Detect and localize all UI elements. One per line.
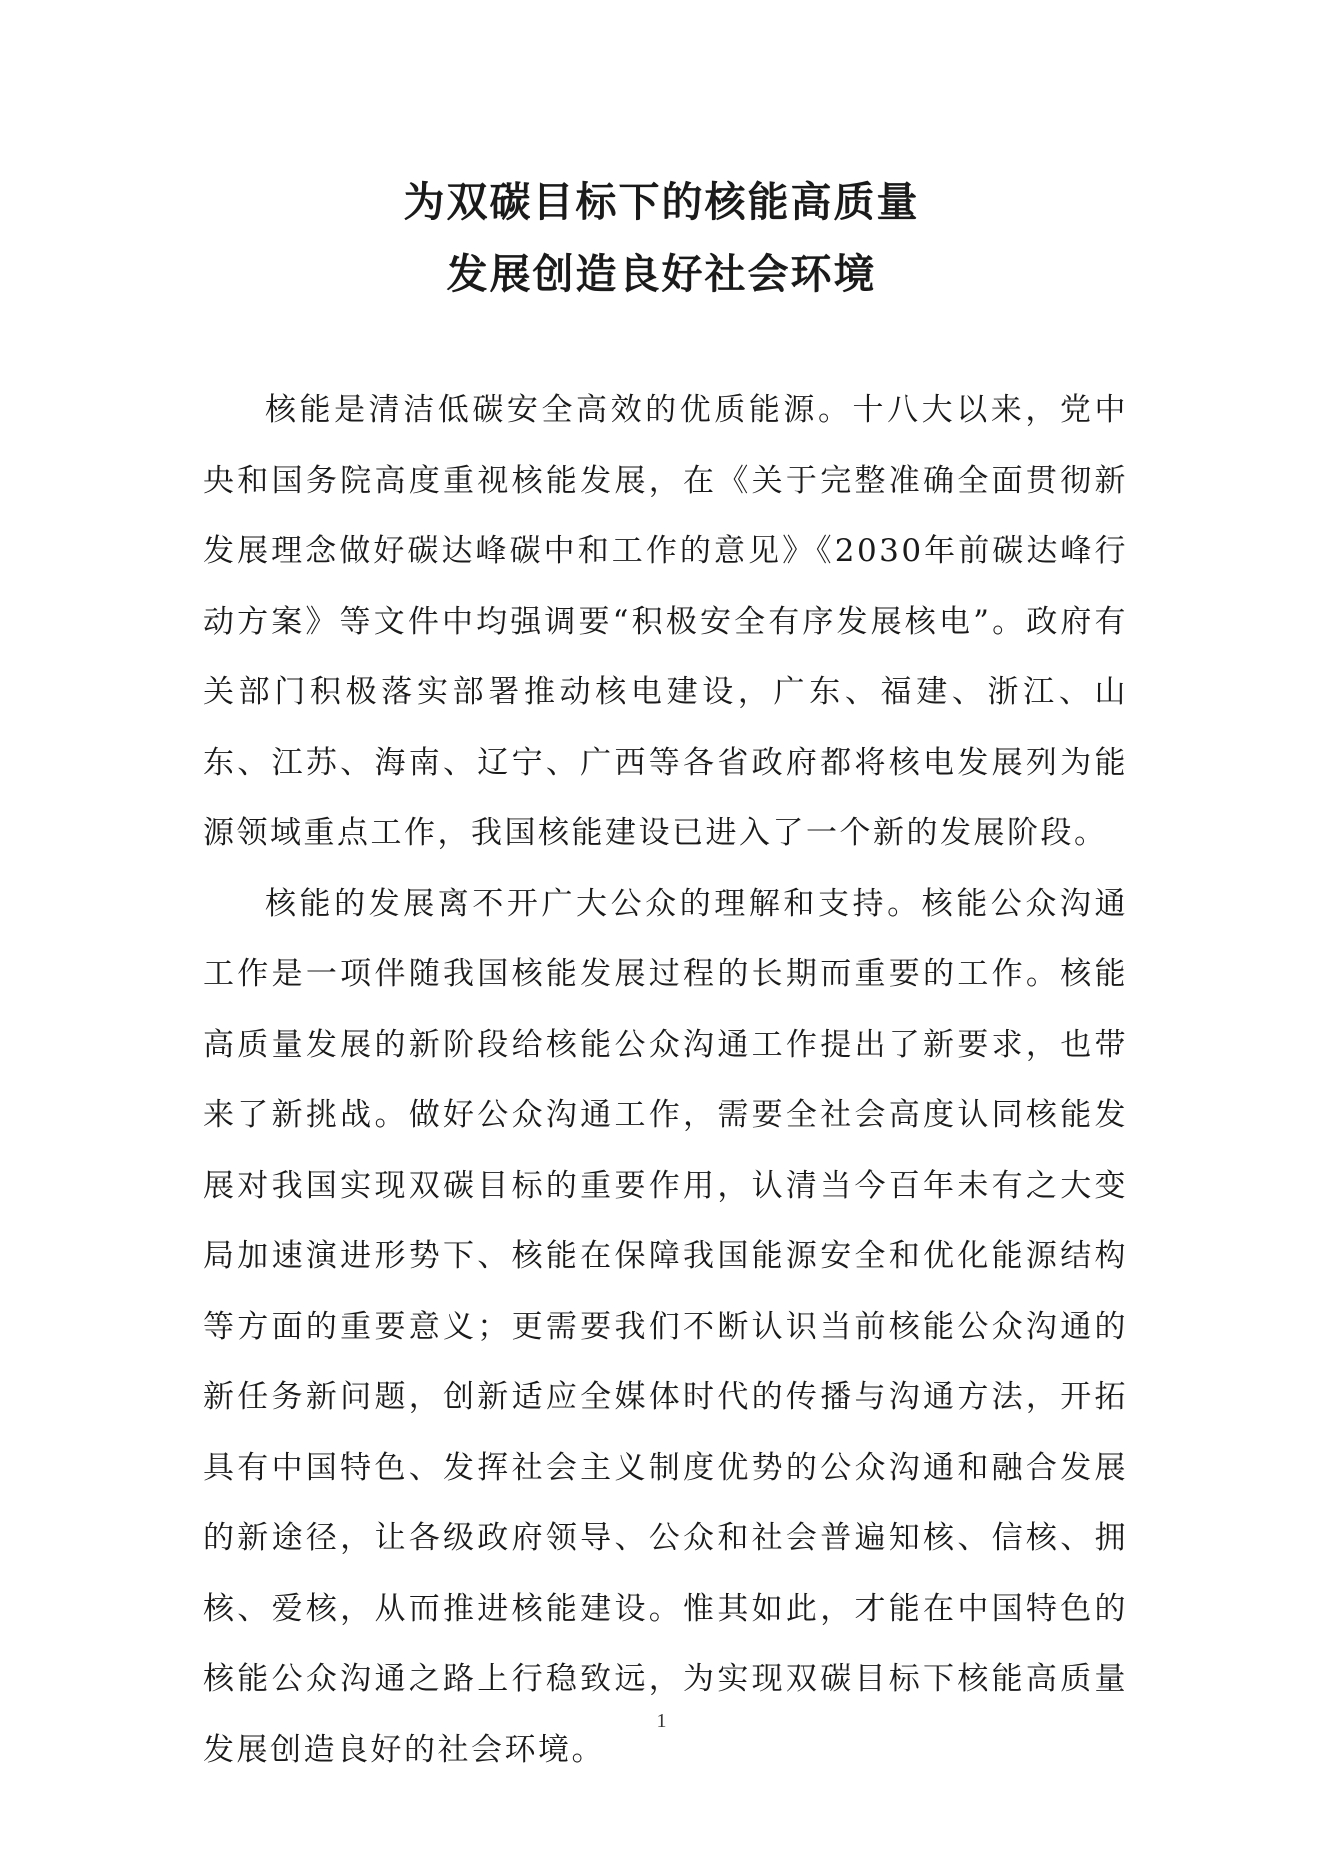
title-line-1: 为双碳目标下的核能高质量 bbox=[403, 178, 920, 226]
page-number: 1 bbox=[656, 1710, 667, 1732]
paragraph-2: 核能的发展离不开广大公众的理解和支持。核能公众沟通工作是一项伴随我国核能发展过程的长期而重要的工作。核能高质量发展的新阶段给核能公众沟通工作提出了新要求，也带来了新挑战。做好公众沟通工作，需要全社会高度认同核能发展对我国实现双碳目标的重要作用，认清当今百年未有之大变局加速演进形势下、核能在保障我国能源安全和优化能源结构等方面的重要意义；更需要我们不断认识当前核能公众沟通的新任务新问题，创新适应全媒体时代的传播与沟通方法，开拓具有中国特色、发挥社会主义制度优势的公众沟通和融合发展的新途径，让各级政府领导、公众和社会普遍知核、信核、拥核、爱核，从而推进核能建设。惟其如此，才能在中国特色的核能公众沟通之路上行稳致远，为实现双碳目标下核能高质量发展创造良好的社会环境。 bbox=[203, 885, 1128, 1768]
document-body bbox=[203, 375, 1128, 1785]
title-line-2: 发展创造良好社会环境 bbox=[446, 250, 877, 298]
paragraph-1: 核能是清洁低碳安全高效的优质能源。十八大以来，党中央和国务院高度重视核能发展，在《关于完整准确全面贯彻新发展理念做好碳达峰碳中和工作的意见》《2030年前碳达峰行动方案》等文件中均强调要“积极安全有序发展核电”。政府有关部门积极落实部署推动核电建设，广东、福建、浙江、山东、江苏、海南、辽宁、广西等各省政府都将核电发展列为能源领域重点工作，我国核能建设已进入了一个新的发展阶段。 bbox=[203, 392, 1128, 851]
document-title bbox=[200, 166, 1123, 310]
